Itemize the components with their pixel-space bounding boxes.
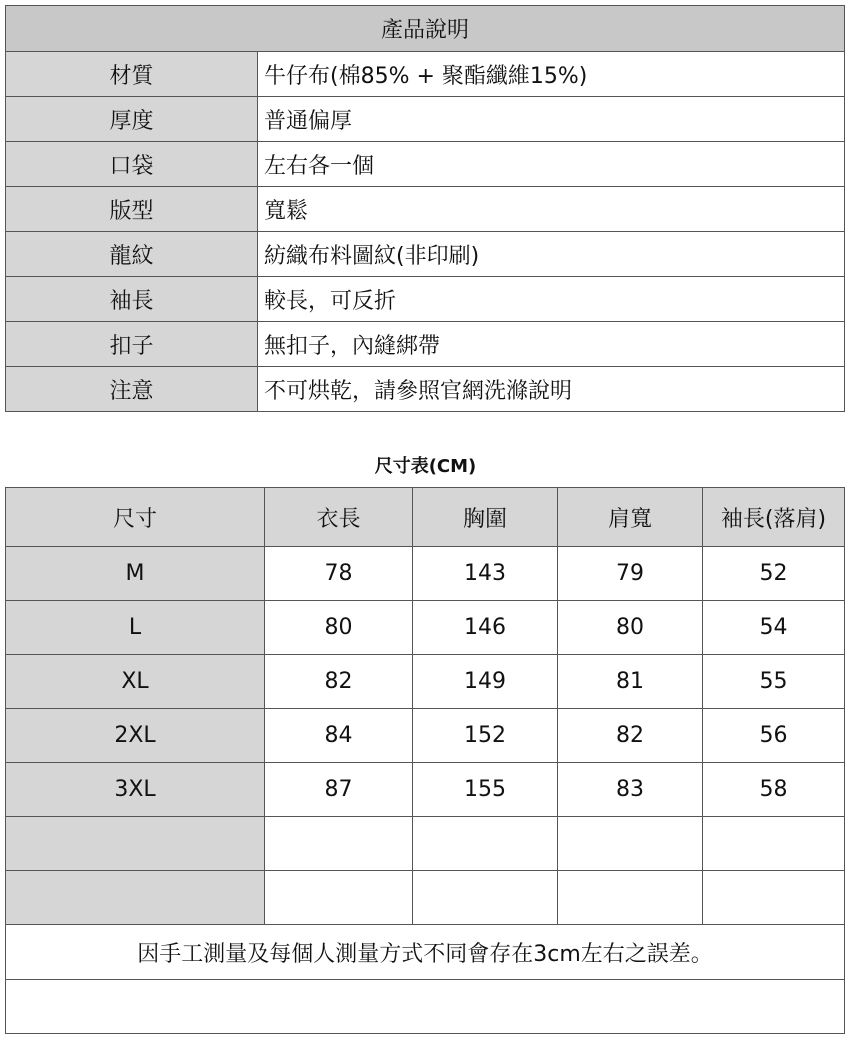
desc-value: 不可烘乾，請參照官網洗滌說明 — [258, 367, 845, 412]
header-length: 衣長 — [265, 488, 413, 547]
value-cell: 82 — [265, 655, 413, 709]
value-cell: 87 — [265, 763, 413, 817]
desc-value: 左右各一個 — [258, 142, 845, 187]
table-row — [6, 709, 845, 763]
desc-row-sleeve — [6, 277, 845, 322]
blank-cell — [6, 980, 845, 1034]
table-row-empty — [6, 871, 845, 925]
desc-row-buttons — [6, 322, 845, 367]
table-row-empty — [6, 817, 845, 871]
size-cell: 3XL — [6, 763, 265, 817]
value-cell: 80 — [265, 601, 413, 655]
value-cell: 152 — [413, 709, 558, 763]
size-cell: XL — [6, 655, 265, 709]
value-cell: 54 — [703, 601, 845, 655]
header-sleeve: 袖長(落肩) — [703, 488, 845, 547]
value-cell: 149 — [413, 655, 558, 709]
size-cell: 2XL — [6, 709, 265, 763]
desc-label: 口袋 — [6, 142, 258, 187]
size-cell: M — [6, 547, 265, 601]
measurement-note: 因手工測量及每個人測量方式不同會存在3cm左右之誤差。 — [6, 925, 845, 980]
size-header-row — [6, 488, 845, 547]
desc-label: 龍紋 — [6, 232, 258, 277]
desc-value: 寬鬆 — [258, 187, 845, 232]
desc-value: 牛仔布(棉85% + 聚酯纖維15%) — [258, 52, 845, 97]
desc-row-notice — [6, 367, 845, 412]
table-row — [6, 763, 845, 817]
desc-label: 注意 — [6, 367, 258, 412]
desc-value: 普通偏厚 — [258, 97, 845, 142]
size-table-title: 尺寸表(CM) — [374, 456, 477, 477]
desc-value: 無扣子，內縫綁帶 — [258, 322, 845, 367]
size-cell — [6, 871, 265, 925]
value-cell: 52 — [703, 547, 845, 601]
value-cell: 58 — [703, 763, 845, 817]
value-cell: 81 — [558, 655, 703, 709]
desc-label: 材質 — [6, 52, 258, 97]
desc-row-thickness — [6, 97, 845, 142]
desc-row-pattern — [6, 232, 845, 277]
value-cell: 146 — [413, 601, 558, 655]
desc-value: 紡織布料圖紋(非印刷) — [258, 232, 845, 277]
value-cell: 155 — [413, 763, 558, 817]
value-cell: 79 — [558, 547, 703, 601]
value-cell — [265, 817, 413, 871]
value-cell — [265, 871, 413, 925]
note-row — [6, 925, 845, 980]
value-cell — [703, 871, 845, 925]
header-chest: 胸圍 — [413, 488, 558, 547]
desc-row-fit — [6, 187, 845, 232]
value-cell — [558, 871, 703, 925]
value-cell — [558, 817, 703, 871]
value-cell: 83 — [558, 763, 703, 817]
desc-row-pocket — [6, 142, 845, 187]
table-row — [6, 601, 845, 655]
product-description-title: 產品說明 — [6, 6, 845, 52]
value-cell: 78 — [265, 547, 413, 601]
desc-row-material — [6, 52, 845, 97]
value-cell — [413, 817, 558, 871]
value-cell — [413, 871, 558, 925]
table-row — [6, 655, 845, 709]
value-cell — [703, 817, 845, 871]
value-cell: 56 — [703, 709, 845, 763]
desc-label: 袖長 — [6, 277, 258, 322]
value-cell: 55 — [703, 655, 845, 709]
header-shoulder: 肩寬 — [558, 488, 703, 547]
product-description-table — [5, 5, 845, 412]
size-chart-table — [5, 487, 845, 1034]
value-cell: 84 — [265, 709, 413, 763]
value-cell: 82 — [558, 709, 703, 763]
desc-label: 扣子 — [6, 322, 258, 367]
value-cell: 80 — [558, 601, 703, 655]
header-size: 尺寸 — [6, 488, 265, 547]
size-cell: L — [6, 601, 265, 655]
size-cell — [6, 817, 265, 871]
table-row — [6, 547, 845, 601]
value-cell: 143 — [413, 547, 558, 601]
blank-row — [6, 980, 845, 1034]
desc-label: 厚度 — [6, 97, 258, 142]
desc-label: 版型 — [6, 187, 258, 232]
desc-value: 較長，可反折 — [258, 277, 845, 322]
